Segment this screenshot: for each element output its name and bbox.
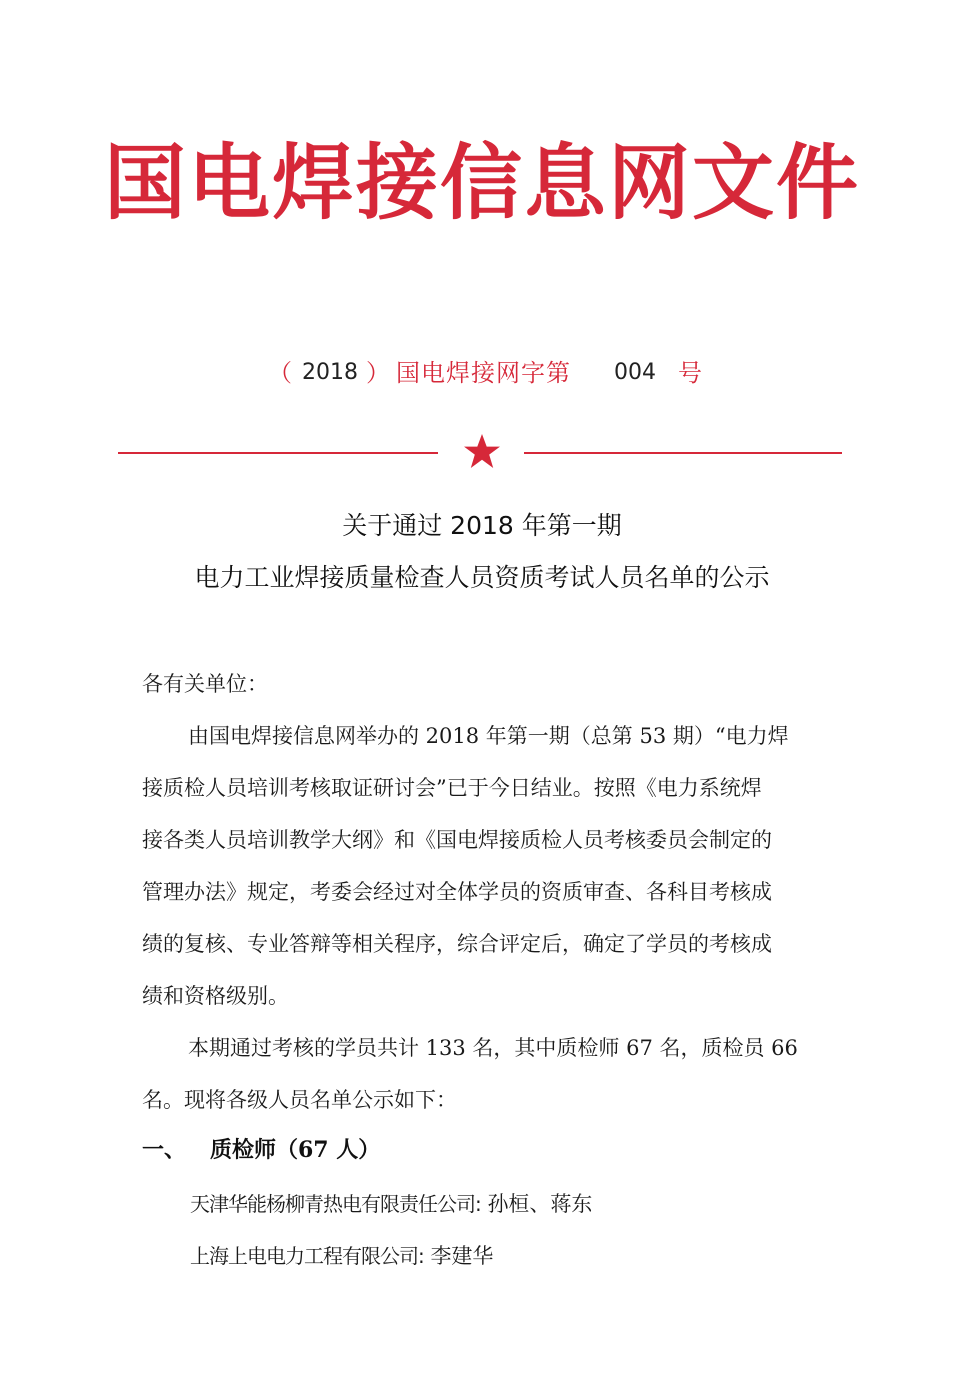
doc-number-year: 2018: [302, 360, 358, 385]
section-1-number: 一、: [142, 1137, 187, 1163]
doc-number-open-paren: （: [268, 359, 292, 387]
paragraph-1-line: 绩的复核、专业答辩等相关程序，综合评定后，确定了学员的考核成: [142, 932, 772, 956]
doc-number-suffix: 号: [678, 359, 702, 387]
doc-number-value: 004: [614, 360, 656, 385]
paragraph-1-line: 管理办法》规定，考委会经过对全体学员的资质审查、各科目考核成: [142, 880, 772, 904]
paragraph-2-line: 名。现将各级人员名单公示如下：: [142, 1088, 457, 1112]
document-number: [0, 355, 964, 391]
paragraph-2-line: 本期通过考核的学员共计 133 名，其中质检师 67 名，质检员 66: [188, 1036, 798, 1060]
paragraph-1-line: 接各类人员培训教学大纲》和《国电焊接质检人员考核委员会制定的: [142, 828, 772, 852]
section-1-label: 质检师（67 人）: [210, 1137, 381, 1163]
salutation: 各有关单位：: [142, 672, 268, 696]
person-names: 孙桓、蒋东: [487, 1192, 593, 1216]
star-icon: [462, 432, 502, 472]
paragraph-1-line: 由国电焊接信息网举办的 2018 年第一期（总第 53 期）“电力焊: [188, 724, 789, 748]
document-header-title: 国电焊接信息网文件: [103, 135, 860, 231]
company-name: 天津华能杨柳青热电有限责任公司:: [190, 1192, 481, 1216]
notice-title-line-2: 电力工业焊接质量检查人员资质考试人员名单的公示: [194, 563, 770, 592]
divider-line-left: [118, 452, 438, 454]
doc-number-org-label: 国电焊接网字第: [396, 359, 571, 387]
doc-number-close-paren: ）: [366, 359, 390, 387]
list-item: [190, 1234, 493, 1278]
company-name: 上海上电电力工程有限公司:: [190, 1244, 424, 1268]
paragraph-1-line: 绩和资格级别。: [142, 984, 289, 1008]
list-item: [190, 1182, 592, 1226]
person-names: 李建华: [430, 1244, 494, 1268]
paragraph-1-line: 接质检人员培训考核取证研讨会”已于今日结业。按照《电力系统焊: [142, 776, 762, 800]
notice-title-line-1: 关于通过 2018 年第一期: [342, 511, 622, 540]
divider-line-right: [524, 452, 842, 454]
